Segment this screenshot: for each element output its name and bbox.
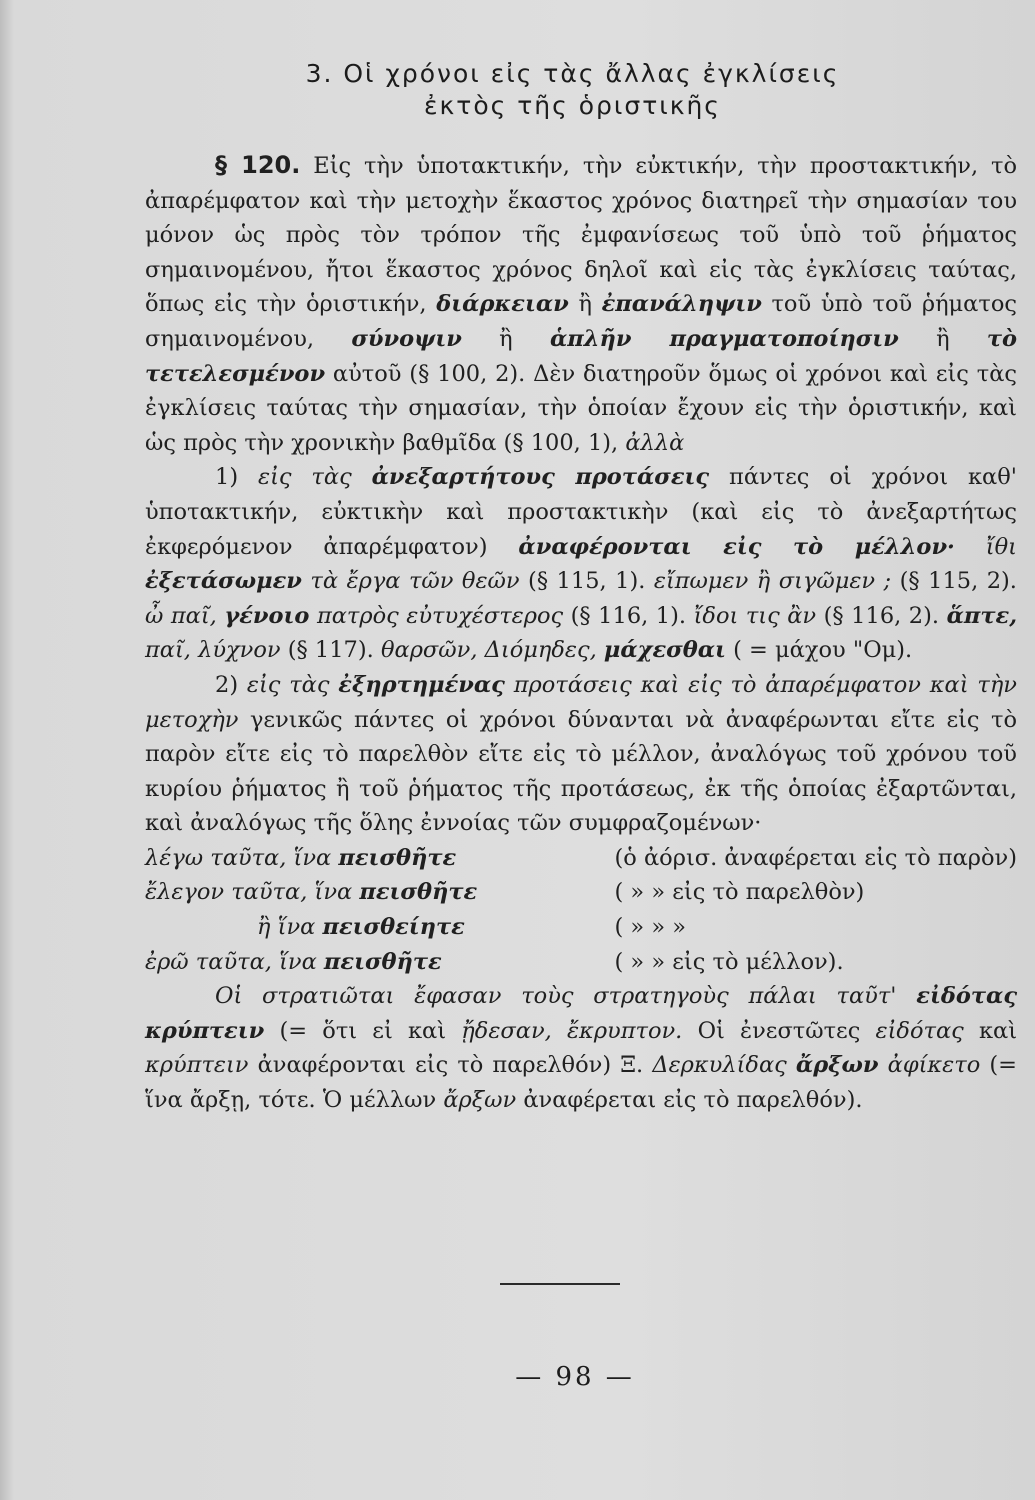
text-italic: εἰς τὰς xyxy=(246,671,330,698)
text-italic: εἰς τὰς xyxy=(258,464,352,491)
list-number: 2) xyxy=(215,671,239,698)
text-italic: ἐρῶ ταῦτα, ἵνα xyxy=(145,948,317,975)
text-italic: Δερκυλίδας xyxy=(652,1052,787,1079)
heading-line-1: 3. Οἱ χρόνοι εἰς τὰς ἄλλας ἐγκλίσεις xyxy=(305,59,840,88)
text: (= ὅτι εἰ καὶ xyxy=(279,1017,447,1044)
text-italic: ἄρξων xyxy=(443,1087,517,1114)
text: καὶ xyxy=(978,1017,1018,1044)
text: Οἱ ἐνεστῶτες xyxy=(697,1017,861,1044)
term-bold: σύνοψιν xyxy=(351,325,462,352)
section-number: § 120. xyxy=(215,151,301,179)
heading-line-2: ἐκτὸς τῆς ὁριστικῆς xyxy=(424,91,721,120)
example-sentence xyxy=(145,945,615,980)
text: γενικῶς πάντες οἱ χρόνοι δύνανται νὰ ἀναφέρωνται εἴτε εἰς τὸ παρὸν εἴτε εἰς τὸ παρελθὸν εἴτε εἰς τὸ μέλλον, ἀναλόγως τοῦ χρόνου τοῦ κυρίου ῥήματος ἢ τοῦ ῥήματος τῆς προτάσεως, ἐκ τῆς ὁποίας ἐξαρτῶνται, καὶ ἀναλόγως τῆς ὅλης ἐννοίας τῶν συμφραζομένων· xyxy=(145,706,1017,837)
reference: (§ 115, 1). xyxy=(528,568,646,595)
example-row xyxy=(145,841,1017,876)
example-note: ( » » » xyxy=(614,914,687,941)
divider-rule xyxy=(500,1283,620,1285)
term-bold: ἐπανάληψιν xyxy=(601,291,762,318)
example-sentence xyxy=(145,841,615,876)
text-italic: ἀφίκετο xyxy=(887,1052,981,1079)
example-sentence xyxy=(145,875,615,910)
text: (= ἵνα ἄρξῃ, τότε. Ὁ μέλλων xyxy=(145,1052,1018,1114)
term-bold: ἀνεξαρτήτους προτάσεις xyxy=(371,464,710,491)
example-row xyxy=(145,910,1017,945)
text-italic: θαρσῶν, Διόμηδες, xyxy=(380,637,597,664)
section-heading xyxy=(0,58,1035,122)
reference: (§ 117). xyxy=(287,637,374,664)
term-bold: ἁπλῆν πραγματοποίησιν xyxy=(549,325,899,352)
text: ἢ xyxy=(578,291,592,318)
text-italic: εἴπωμεν ἢ σιγῶμεν ; xyxy=(653,568,892,595)
text-italic: ἴδοι τις ἂν xyxy=(693,602,817,629)
text: ἀναφέρεται εἰς τὸ παρελθόν). xyxy=(523,1087,863,1114)
paragraph-rule-2 xyxy=(145,668,1017,841)
term-bold: μάχεσθαι xyxy=(603,637,726,664)
example-note: ( » » εἰς τὸ μέλλον). xyxy=(614,948,844,975)
term-bold: ἅπτε, xyxy=(946,602,1018,629)
text: ἀναφέρονται εἰς τὸ παρελθόν) Ξ. xyxy=(257,1052,644,1079)
text-italic: παῖ, λύχνον xyxy=(145,637,281,664)
term-bold: διάρκειαν xyxy=(436,291,569,318)
term-bold: ἐξηρτημένας xyxy=(338,671,505,698)
text-italic: πατρὸς εὐτυχέστερος xyxy=(316,602,564,629)
list-number: 1) xyxy=(215,464,239,491)
text-italic: ὦ παῖ, xyxy=(145,602,217,629)
text-italic: ἔλεγον ταῦτα, ἵνα xyxy=(145,879,353,906)
text: ( = μάχου "Ομ). xyxy=(733,637,913,664)
term-bold: πεισθῆτε xyxy=(338,844,457,871)
term-bold: εἰδότας κρύπτειν xyxy=(145,983,1018,1044)
text-italic: λέγω ταῦτα, ἵνα xyxy=(145,844,332,871)
reference: (§ 116, 1). xyxy=(570,602,687,629)
term-bold: τὸ τετελεσμένον xyxy=(145,325,1018,387)
paragraph-120-intro xyxy=(145,148,1017,460)
examples-table xyxy=(145,841,1017,979)
example-row xyxy=(145,875,1017,910)
reference: (§ 116, 2). xyxy=(823,602,940,629)
text-italic: εἰδότας xyxy=(875,1017,964,1044)
body-text xyxy=(145,148,1017,1118)
paragraph-rule-1 xyxy=(145,460,1017,668)
text: ἢ xyxy=(499,325,513,352)
paragraph-examples-past xyxy=(145,979,1017,1117)
text-italic: κρύπτειν xyxy=(145,1052,249,1079)
text-italic: τὰ ἔργα τῶν θεῶν xyxy=(310,568,520,595)
term-bold: πεισθῆτε xyxy=(323,948,442,975)
text-italic: ἢ ἵνα xyxy=(257,914,316,941)
term-bold: γένοιο xyxy=(224,602,310,629)
term-bold: ἐξετάσωμεν xyxy=(145,568,302,595)
text-italic: ἀλλὰ xyxy=(625,429,685,456)
text-italic: Οἱ στρατιῶται ἔφασαν τοὺς στρατηγοὺς πάλαι ταῦτ' xyxy=(215,983,897,1010)
text: τοῦ ὑπὸ τοῦ ῥήματος σημαινομένου, xyxy=(145,291,1017,352)
reference: (§ 115, 2). xyxy=(899,568,1017,595)
term-bold: πεισθείητε xyxy=(322,914,465,941)
term-bold: ἀναφέρονται εἰς τὸ μέλλον· xyxy=(518,533,955,560)
example-sentence xyxy=(145,910,615,945)
text-italic: ᾔδεσαν, ἔκρυπτον. xyxy=(461,1017,683,1044)
text: πάντες οἱ χρόνοι καθ' ὑποτακτικήν, εὐκτικὴν καὶ προστακτικὴν (καὶ εἰς τὸ ἀνεξαρτήτως ἐκφερόμενον ἀπαρέμφατον) xyxy=(145,464,1017,560)
term-bold: πεισθῆτε xyxy=(359,879,478,906)
text: ἢ xyxy=(936,325,950,352)
page-number: — 98 — xyxy=(515,1362,635,1392)
text-italic: ἴθι xyxy=(985,533,1017,560)
example-row xyxy=(145,945,1017,980)
text-italic: προτάσεις καὶ εἰς τὸ ἀπαρέμφατον καὶ τὴν μετοχὴν xyxy=(145,671,1017,733)
example-note: (ὁ ἀόρισ. ἀναφέρεται εἰς τὸ παρὸν) xyxy=(614,844,1017,871)
text: αὐτοῦ (§ 100, 2). Δὲν διατηροῦν ὅμως οἱ χρόνοι καὶ εἰς τὰς ἐγκλίσεις ταύτας τὴν σημασίαν, τὴν ὁποίαν ἔχουν εἰς τὴν ὁριστικήν, καὶ ὡς πρὸς τὴν χρονικὴν βαθμῖδα (§ 100, 1), xyxy=(145,360,1017,456)
example-note: ( » » εἰς τὸ παρελθὸν) xyxy=(614,879,865,906)
text: Εἰς τὴν ὑποτακτικήν, τὴν εὐκτικήν, τὴν προστακτικήν, τὸ ἀπαρέμφατον καὶ τὴν μετοχὴν ἕκαστος χρόνος διατηρεῖ τὴν σημασίαν του μόνον ὡς πρὸς τὸν τρόπον τῆς ἐμφανίσεως τοῦ ὑπὸ τοῦ ῥήματος σημαινομένου, ἤτοι ἕκαστος χρόνος δηλοῖ καὶ εἰς τὰς ἐγκλίσεις ταύτας, ὅπως εἰς τὴν ὁριστικήν, xyxy=(145,153,1018,318)
term-bold: ἄρξων xyxy=(795,1052,879,1079)
